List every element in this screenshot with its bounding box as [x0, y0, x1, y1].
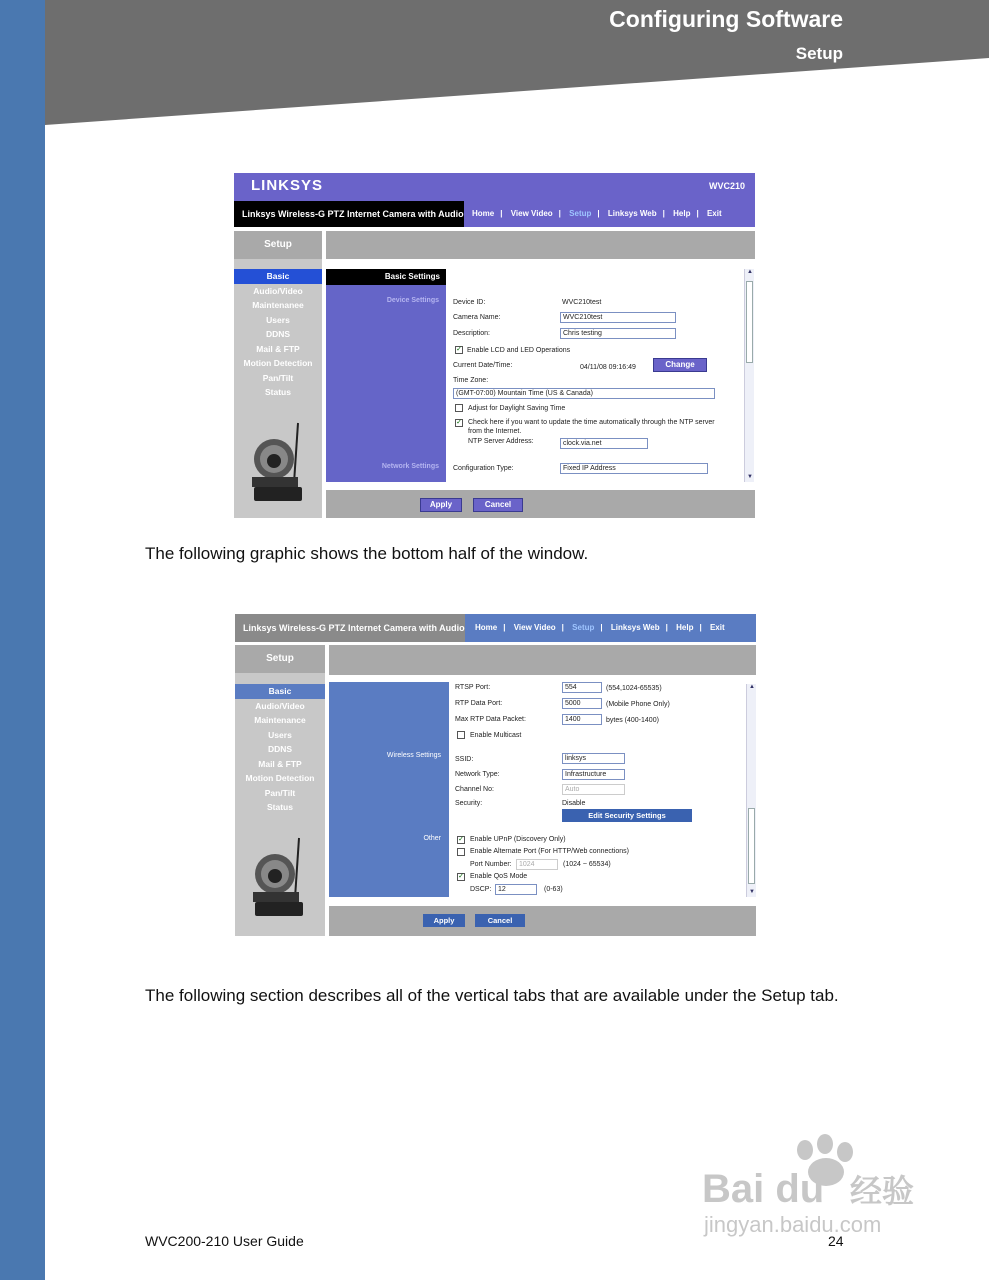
dst-label: Adjust for Daylight Saving Time	[468, 405, 566, 412]
ntp-check-label-1: Check here if you want to update the time automatically through the NTP server	[468, 419, 715, 426]
scroll-up-icon[interactable]: ▲	[747, 269, 753, 275]
vertical-menu-2	[235, 684, 325, 815]
nav2-home[interactable]: Home	[475, 623, 498, 632]
security-label: Security:	[455, 800, 483, 807]
menu-motion-detection[interactable]: Motion Detection	[243, 358, 313, 368]
vertical-menu	[234, 269, 322, 400]
nav-help[interactable]: Help	[673, 209, 691, 218]
scroll2-thumb[interactable]	[748, 808, 755, 884]
footer-guide-title: WVC200-210 User Guide	[145, 1233, 304, 1249]
section-other: Other	[423, 835, 441, 842]
menu-mail-ftp[interactable]: Mail & FTP	[256, 343, 300, 354]
product-title: Linksys Wireless-G PTZ Internet Camera with Audio	[234, 201, 464, 227]
dscp-label: DSCP:	[470, 886, 492, 893]
nav-linksys-web[interactable]: Linksys Web	[607, 209, 657, 218]
datetime-label: Current Date/Time:	[453, 362, 513, 369]
product-title-2: Linksys Wireless-G PTZ Internet Camera with Audio	[235, 614, 465, 642]
device-id-value: WVC210test	[562, 299, 602, 306]
scrollbar[interactable]	[744, 269, 754, 482]
multicast-checkbox[interactable]	[457, 731, 465, 739]
top-gray-strip-2	[329, 645, 756, 675]
menu2-motion-detection[interactable]: Motion Detection	[245, 773, 315, 783]
nav-view-video[interactable]: View Video	[510, 209, 553, 218]
device-id-label: Device ID:	[453, 299, 486, 306]
security-value: Disable	[562, 800, 586, 807]
apply-button-2[interactable]: Apply	[423, 914, 465, 927]
scrollbar-2[interactable]	[746, 684, 756, 897]
menu2-ddns[interactable]: DDNS	[267, 744, 293, 754]
nav-setup[interactable]: Setup	[569, 209, 592, 218]
nav-exit[interactable]: Exit	[706, 209, 722, 218]
nav-home[interactable]: Home	[472, 209, 495, 218]
multicast-label: Enable Multicast	[470, 732, 522, 739]
setup-heading: Setup	[234, 231, 322, 259]
camera-image-2	[249, 836, 311, 921]
left-margin-bar	[0, 0, 45, 1280]
dscp-field[interactable]: 12	[495, 884, 537, 895]
edit-security-button[interactable]: Edit Security Settings	[562, 809, 692, 822]
lcd-label: Enable LCD and LED Operations	[467, 347, 571, 354]
description-label: Description:	[453, 330, 490, 337]
alt-port-checkbox[interactable]	[457, 848, 465, 856]
watermark-brand: Bai du	[702, 1167, 825, 1211]
nav2-view-video[interactable]: View Video	[513, 623, 556, 632]
header-title: Configuring Software	[609, 6, 843, 32]
menu2-mail-ftp[interactable]: Mail & FTP	[258, 758, 302, 769]
channel-label: Channel No:	[455, 786, 494, 793]
menu2-pan-tilt[interactable]: Pan/Tilt	[264, 787, 296, 798]
ssid-label: SSID:	[455, 756, 474, 763]
model-label: WVC210	[708, 181, 745, 191]
footer-page-number: 24	[828, 1233, 844, 1249]
page-header	[45, 0, 989, 125]
rtsp-range: (554,1024-65535)	[606, 685, 662, 692]
linksys-logo: LINKSYS	[251, 177, 324, 194]
lcd-checkbox[interactable]: ✓	[456, 346, 462, 353]
dscp-range: (0-63)	[544, 886, 563, 893]
section-column-2	[329, 682, 449, 897]
upnp-checkbox[interactable]: ✓	[458, 836, 464, 843]
screenshot-bottom	[235, 614, 756, 936]
rtp-field[interactable]: 5000	[562, 698, 602, 709]
maxrtp-note: bytes (400-1400)	[606, 717, 659, 724]
tab-basic-settings: Basic Settings	[326, 269, 446, 285]
menu-pan-tilt[interactable]: Pan/Tilt	[262, 372, 294, 383]
nav2-exit[interactable]: Exit	[709, 623, 725, 632]
caption-2: The following section describes all of the vertical tabs that are available under the Setup tab.	[145, 986, 839, 1005]
description-field[interactable]: Chris testing	[560, 328, 676, 339]
qos-label: Enable QoS Mode	[470, 873, 528, 880]
nav2-setup[interactable]: Setup	[572, 623, 595, 632]
config-type-select[interactable]: Fixed IP Address	[560, 463, 708, 474]
menu-status[interactable]: Status	[265, 387, 291, 397]
menu-audio-video[interactable]: Audio/Video	[253, 285, 303, 296]
scroll-down-icon[interactable]: ▼	[747, 474, 753, 480]
nettype-label: Network Type:	[455, 771, 500, 778]
ntp-server-label: NTP Server Address:	[468, 438, 534, 445]
camera-image	[248, 421, 310, 506]
caption-1: The following graphic shows the bottom half of the window.	[145, 544, 589, 563]
top-gray-strip	[326, 231, 755, 259]
upnp-label: Enable UPnP (Discovery Only)	[470, 836, 566, 843]
menu2-audio-video[interactable]: Audio/Video	[255, 700, 305, 711]
watermark-brand-cn: 经验	[850, 1172, 915, 1210]
change-button[interactable]: Change	[653, 358, 707, 372]
top-nav: Home | View Video | Setup | Linksys Web | Help | Exit	[464, 201, 755, 227]
menu2-users[interactable]: Users	[268, 729, 292, 740]
section-device-settings: Device Settings	[386, 297, 439, 304]
rtsp-label: RTSP Port:	[455, 684, 491, 691]
port-label: Port Number:	[470, 861, 512, 868]
channel-select[interactable]: Auto	[562, 784, 625, 795]
nav2-help[interactable]: Help	[676, 623, 694, 632]
port-field[interactable]: 1024	[516, 859, 558, 870]
baidu-watermark	[700, 1130, 940, 1240]
header-subtitle: Setup	[795, 44, 843, 63]
rtp-label: RTP Data Port:	[455, 700, 503, 707]
datetime-value: 04/11/08 09:16:49	[580, 364, 636, 371]
section-column	[326, 285, 446, 482]
menu-basic[interactable]: Basic	[234, 269, 322, 284]
ntp-server-field[interactable]: clock.via.net	[560, 438, 648, 449]
ntp-checkbox[interactable]: ✓	[456, 419, 462, 426]
timezone-label: Time Zone:	[453, 377, 489, 384]
config-type-label: Configuration Type:	[453, 465, 514, 472]
camera-name-field[interactable]: WVC210test	[560, 312, 676, 323]
scroll-thumb[interactable]	[746, 281, 753, 363]
apply-button[interactable]: Apply	[420, 498, 462, 512]
ntp-check-label-2: from the Internet.	[468, 428, 522, 435]
nav2-linksys-web[interactable]: Linksys Web	[610, 623, 660, 632]
maxrtp-label: Max RTP Data Packet:	[455, 716, 526, 723]
camera-name-label: Camera Name:	[453, 314, 501, 321]
rtp-note: (Mobile Phone Only)	[606, 701, 670, 708]
setup-heading-2: Setup	[235, 645, 325, 673]
dst-checkbox[interactable]	[455, 404, 463, 412]
qos-checkbox[interactable]: ✓	[458, 873, 464, 880]
brand-bar	[234, 173, 755, 201]
menu-maintenance[interactable]: Maintenanee	[252, 300, 304, 310]
scroll2-up-icon[interactable]: ▲	[749, 684, 755, 690]
header-banner	[45, 0, 989, 125]
timezone-select[interactable]: (GMT-07:00) Mountain Time (US & Canada)	[453, 388, 715, 399]
bottom-gray-strip	[326, 490, 755, 518]
section-wireless-settings: Wireless Settings	[386, 752, 441, 759]
menu2-status[interactable]: Status	[267, 802, 293, 812]
port-range: (1024 ~ 65534)	[563, 861, 611, 868]
cancel-button-2[interactable]: Cancel	[475, 914, 525, 927]
nettype-select[interactable]: Infrastructure	[562, 769, 625, 780]
section-network-settings: Network Settings	[381, 463, 439, 470]
alt-port-label: Enable Alternate Port (For HTTP/Web connections)	[470, 848, 629, 855]
ssid-field[interactable]: linksys	[562, 753, 625, 764]
scroll2-down-icon[interactable]: ▼	[749, 889, 755, 895]
menu-ddns[interactable]: DDNS	[265, 329, 291, 339]
maxrtp-field[interactable]: 1400	[562, 714, 602, 725]
watermark-url: jingyan.baidu.com	[704, 1212, 882, 1237]
menu2-basic[interactable]: Basic	[235, 684, 325, 699]
cancel-button[interactable]: Cancel	[473, 498, 523, 512]
menu-users[interactable]: Users	[266, 314, 290, 325]
menu2-maintenance[interactable]: Maintenance	[254, 715, 306, 725]
bottom-gray-strip-2	[329, 906, 756, 936]
screenshot-top	[234, 173, 755, 518]
top-nav-2: Home | View Video | Setup | Linksys Web | Help | Exit	[465, 614, 756, 642]
rtsp-field[interactable]: 554	[562, 682, 602, 693]
